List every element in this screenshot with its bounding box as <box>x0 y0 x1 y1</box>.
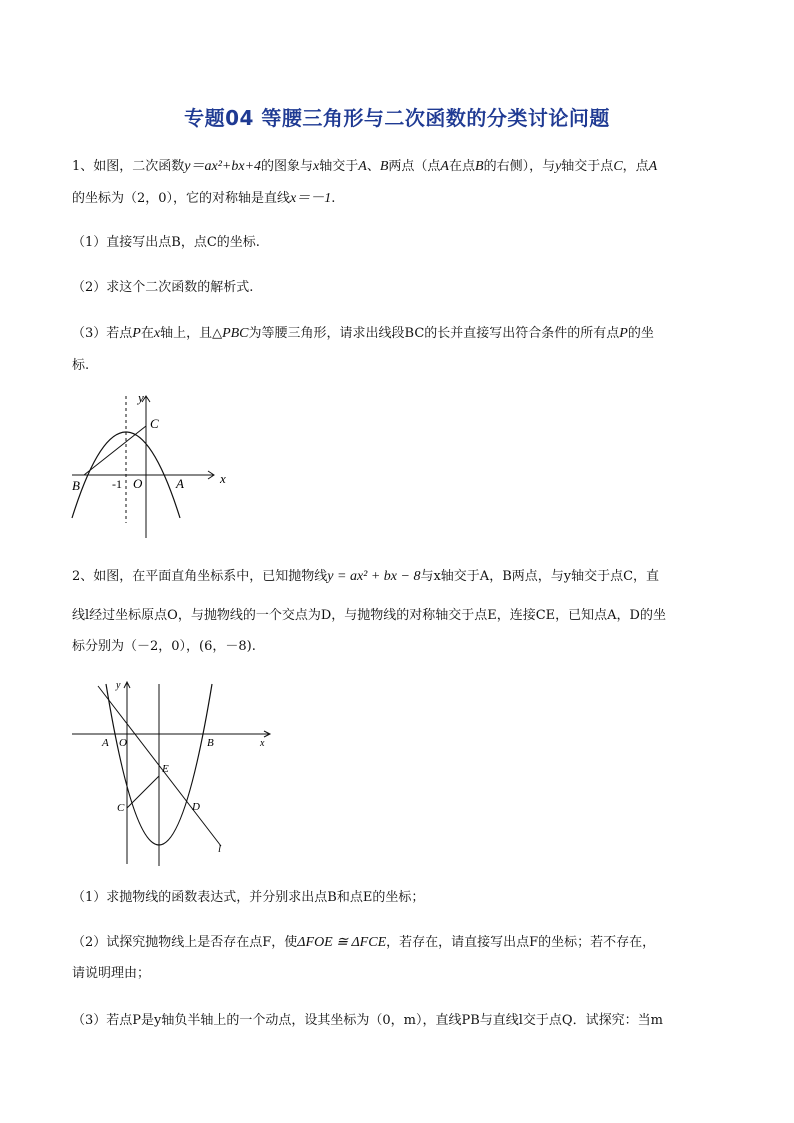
text: 2、如图，在平面直角坐标系中，已知抛物线 <box>72 569 328 584</box>
text: 在 <box>140 326 154 341</box>
function-expression: y＝ax²+bx+4 <box>184 159 262 174</box>
triangle-pbc: PBC <box>222 326 249 341</box>
text: 轴交于 <box>319 159 359 174</box>
text: 两点（点 <box>388 159 441 174</box>
text: （2）试探究抛物线上是否存在点F，使 <box>72 935 298 950</box>
label-y: y <box>116 680 121 691</box>
text: 的坐 <box>627 326 654 341</box>
label-origin: O <box>119 737 127 749</box>
label-l: l <box>218 843 222 855</box>
problem1-question3-line1 <box>72 325 654 343</box>
point-p: P <box>132 326 141 341</box>
problem1-question2: （2）求这个二次函数的解析式. <box>72 280 254 295</box>
label-minus-one: -1 <box>112 477 122 491</box>
segment-bc <box>84 426 146 475</box>
label-x: x <box>220 471 226 486</box>
text: 轴交于点 <box>561 159 614 174</box>
text: 、 <box>366 159 380 174</box>
problem1-question3-line2: 标. <box>72 358 90 373</box>
point-b: B <box>475 159 484 174</box>
point-b: B <box>379 159 389 174</box>
variable-x: x <box>313 159 320 174</box>
text: 的坐标为（2，0），它的对称轴是直线 <box>72 191 291 206</box>
problem2-question1: （1）求抛物线的函数表达式，并分别求出点B和点E的坐标； <box>72 890 425 905</box>
text: 与x轴交于A，B两点，与y轴交于点C，直 <box>420 569 660 584</box>
label-c: C <box>150 416 159 431</box>
problem2-question3: （3）若点P是y轴负半轴上的一个动点，设其坐标为（0，m），直线PB与直线l交于点Q．试探究：当m <box>72 1013 663 1028</box>
label-d: D <box>192 801 200 813</box>
text: 在点 <box>448 159 475 174</box>
congruence-expression: ΔFOE ≅ ΔFCE <box>297 935 387 950</box>
label-e: E <box>162 763 169 775</box>
figure1-parabola-diagram <box>60 388 240 543</box>
point-a: A <box>440 159 449 174</box>
text: 的图象与 <box>261 159 314 174</box>
text: ，点 <box>622 159 649 174</box>
axis-equation: x＝－1 <box>290 191 332 206</box>
problem1-line2 <box>72 190 335 208</box>
variable-y: y <box>555 159 562 174</box>
text: ，若存在，请直接写出点F的坐标；若不存在， <box>386 935 656 950</box>
problem1-line1 <box>72 158 657 176</box>
text: 轴上，且△ <box>160 326 223 341</box>
label-b: B <box>207 737 214 749</box>
label-a: A <box>102 737 109 749</box>
text: . <box>331 191 336 206</box>
parabola-equation: y = ax² + bx − 8 <box>327 569 421 584</box>
segment-ce <box>127 776 159 808</box>
figure2-parabola-diagram <box>66 676 286 871</box>
problem1-question1: （1）直接写出点B，点C的坐标. <box>72 235 260 250</box>
variable-x: x <box>153 326 161 341</box>
text: 为等腰三角形，请求出线段BC的长并直接写出符合条件的所有点 <box>248 326 620 341</box>
problem2-question2-line1 <box>72 934 655 952</box>
label-b: B <box>72 478 80 493</box>
text: 的右侧），与 <box>483 159 556 174</box>
point-c: C <box>613 159 623 174</box>
text: 1、如图，二次函数 <box>72 159 185 174</box>
problem2-line1 <box>72 568 659 586</box>
problem2-line3: 标分别为（－2，0），(6，－8). <box>72 639 256 654</box>
point-p: P <box>619 326 628 341</box>
label-origin: O <box>133 476 143 491</box>
problem2-line2: 线l经过坐标原点O，与抛物线的一个交点为D，与抛物线的对称轴交于点E，连接CE，已知点A，D的坐 <box>72 608 666 623</box>
label-a: A <box>176 476 184 491</box>
label-c: C <box>117 802 125 814</box>
point-a: A <box>358 159 367 174</box>
point-a: A <box>648 159 658 174</box>
problem2-question2-line2: 请说明理由； <box>72 966 151 981</box>
label-y: y <box>138 390 144 405</box>
page-title: 专题04 等腰三角形与二次函数的分类讨论问题 <box>184 106 610 130</box>
text: （3）若点 <box>72 326 133 341</box>
label-x: x <box>260 738 265 749</box>
